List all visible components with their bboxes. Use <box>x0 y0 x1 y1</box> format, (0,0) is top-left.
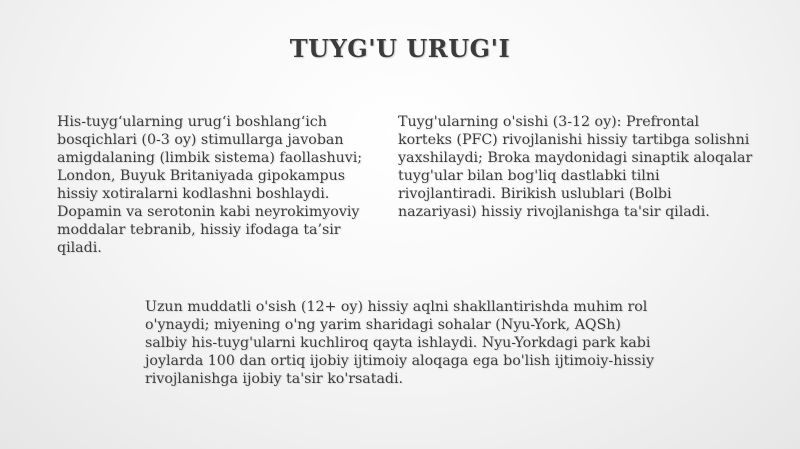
text-block-right: Tuyg'ularning o'sishi (3-12 oy): Prefrontal korteks (PFC) rivojlanishi hissiy tartibga solishni yaxshilaydi; Broka maydonidagi sinaptik aloqalar tuyg'ular bilan bog'liq dastlabki tilni rivojlantiradi. Birikish uslublari (Bolbi nazariyasi) hissiy rivojlanishga ta'sir qiladi. <box>398 114 753 220</box>
text-block-bottom: Uzun muddatli o'sish (12+ oy) hissiy aqlni shakllantirishda muhim rol o'ynaydi; miyening o'ng yarim sharidagi sohalar (Nyu-York, AQSh) salbiy his-tuyg'ularni kuchliroq qayta ishlaydi. Nyu-Yorkdagi park kabi joylarda 100 dan ortiq ijobiy ijtimoiy aloqaga ega bo'lish ijtimoiy-hissiy rivojlanishga ijobiy ta'sir ko'rsatadi. <box>145 299 654 387</box>
text-block-left: His-tuyg‘ularning urug‘i boshlang‘ich bosqichlari (0-3 oy) stimullarga javoban amigdalaning (limbik sistema) faollashuvi; London, Buyuk Britaniyada gipokampus hissiy xotiralarni kodlashni boshlaydi. Dopamin va serotonin kabi neyrokimyoviy moddalar tebranib, hissiy ifodaga ta’sir qiladi. <box>57 114 363 256</box>
slide-title: TUYG'U URUG'I <box>289 34 511 63</box>
